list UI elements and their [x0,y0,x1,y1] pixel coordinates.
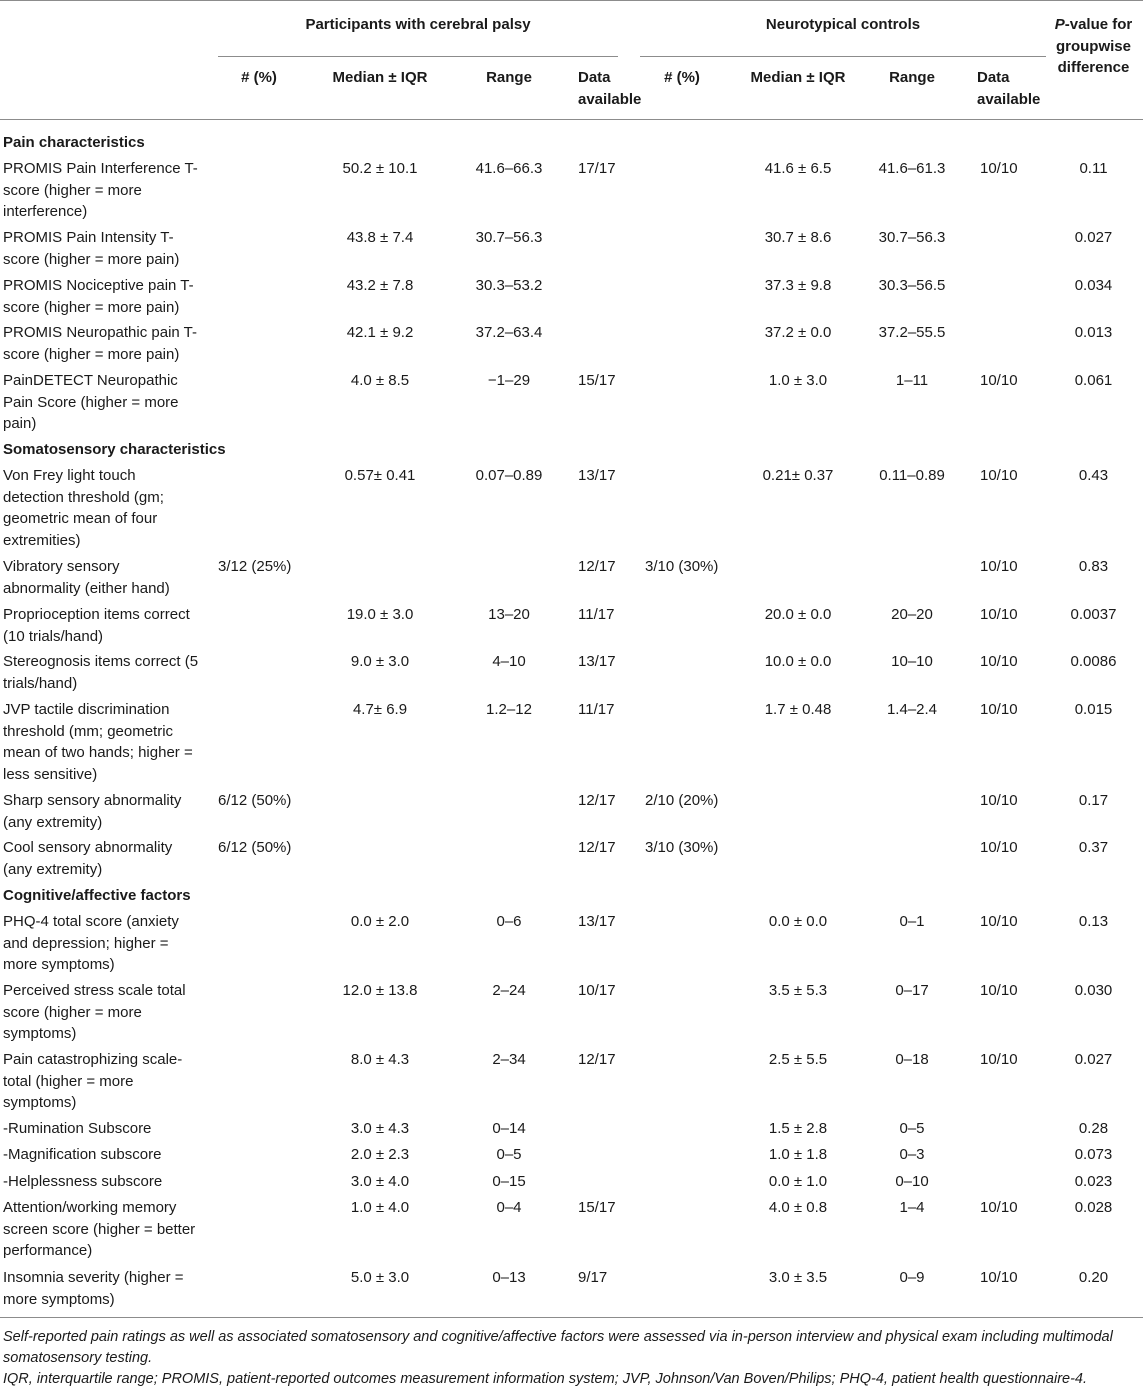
cell-cp-range: 0.07–0.89 [475,467,543,484]
cell-nt-median: 37.3 ± 9.8 [764,277,832,294]
cell-nt-median: 20.0 ± 0.0 [764,606,832,623]
pvalue-header-line: P-value for [1054,16,1133,33]
table-footnote: Self-reported pain ratings as well as associated somatosensory and cognitive/affective factors were assessed via in-person interview and physical exam including multimodal somatosensory testing. [3,1329,1113,1366]
cell-nt-median: 3.5 ± 5.3 [768,982,828,999]
cell-nt-data-available: 10/10 [980,839,1018,856]
cell-cp-range: 2–24 [492,982,526,999]
cell-nt-range: 20–20 [891,606,933,623]
cell-nt-data-available: 10/10 [980,1199,1018,1216]
cell-nt-data-available: 10/10 [980,913,1018,930]
section-heading: Somatosensory characteristics [3,441,226,458]
col-header-cp-data-available: Data available [578,69,642,108]
cell-nt-data-available: 10/10 [980,372,1018,389]
col-header-nt-median: Median ± IQR [750,69,846,86]
pvalue-header-line: groupwise [1055,37,1131,55]
table-bottom-rule [0,1317,1143,1318]
row-label: Von Frey light touch detection threshold (gm; geometric mean of four extremities) [3,467,164,549]
cell-p-value: 0.015 [1074,701,1113,718]
cell-nt-range: 41.6–61.3 [878,160,946,177]
cell-nt-median: 1.0 ± 3.0 [768,372,828,389]
cell-nt-median: 41.6 ± 6.5 [764,160,832,177]
cell-nt-range: 0–9 [899,1269,925,1286]
cell-cp-range: −1–29 [487,372,531,389]
cell-nt-count: 3/10 (30%) [645,839,719,856]
cell-cp-range: 13–20 [488,606,530,623]
cell-p-value: 0.13 [1078,913,1109,930]
cell-nt-range: 37.2–55.5 [878,324,946,341]
cell-p-value: 0.013 [1074,324,1113,341]
cell-nt-range: 0–18 [895,1051,929,1068]
row-label: Proprioception items correct (10 trials/hand) [3,606,190,645]
cell-p-value: 0.28 [1078,1120,1109,1137]
cell-cp-data-available: 11/17 [578,606,615,623]
row-label: PHQ-4 total score (anxiety and depression; higher = more symptoms) [3,913,179,973]
cell-cp-range: 4–10 [492,653,526,670]
cell-p-value: 0.83 [1078,558,1109,575]
cell-nt-median: 3.0 ± 3.5 [768,1269,828,1286]
cell-p-value: 0.11 [1079,160,1108,177]
row-label: Sharp sensory abnormality (any extremity) [3,792,182,831]
cell-p-value: 0.027 [1074,229,1113,246]
cell-cp-median: 0.57± 0.41 [344,467,416,484]
row-label: -Rumination Subscore [3,1120,152,1137]
cell-p-value: 0.027 [1074,1051,1113,1068]
cell-cp-median: 8.0 ± 4.3 [350,1051,410,1068]
cell-p-value: 0.034 [1074,277,1113,294]
cell-cp-range: 0–13 [492,1269,526,1286]
cell-cp-median: 4.7± 6.9 [352,701,408,718]
cell-nt-data-available: 10/10 [980,558,1018,575]
cell-cp-range: 37.2–63.4 [475,324,543,341]
cell-p-value: 0.028 [1074,1199,1113,1216]
cell-cp-range: 0–15 [492,1173,526,1190]
cell-nt-data-available: 10/10 [980,792,1018,809]
col-header-cp-range: Range [486,69,532,86]
cell-nt-range: 1–11 [895,372,929,389]
cell-nt-range: 0–10 [895,1173,929,1190]
cell-cp-range: 0–5 [496,1146,522,1163]
cell-cp-median: 4.0 ± 8.5 [350,372,410,389]
cell-nt-median: 10.0 ± 0.0 [764,653,832,670]
cell-cp-data-available: 12/17 [578,839,616,856]
row-label: PainDETECT Neuropathic Pain Score (higher = more pain) [3,372,179,432]
cell-nt-data-available: 10/10 [980,467,1018,484]
cell-p-value: 0.17 [1078,792,1109,809]
cell-nt-median: 0.0 ± 0.0 [768,913,828,930]
cell-cp-median: 0.0 ± 2.0 [350,913,410,930]
cell-nt-median: 2.5 ± 5.5 [768,1051,828,1068]
cell-cp-range: 1.2–12 [486,701,532,718]
cell-nt-median: 1.5 ± 2.8 [768,1120,828,1137]
row-label: PROMIS Nociceptive pain T-score (higher = more pain) [3,277,194,316]
cell-cp-data-available: 10/17 [578,982,616,999]
cell-cp-range: 30.3–53.2 [475,277,543,294]
col-header-nt-data-available: Data available [977,69,1041,108]
header-bottom-rule [0,119,1143,120]
cell-nt-range: 0–3 [899,1146,925,1163]
cell-cp-range: 0–4 [496,1199,522,1216]
row-label: -Magnification subscore [3,1146,162,1163]
cell-nt-range: 0–5 [899,1120,925,1137]
row-label: Pain catastrophizing scale-total (higher = more symptoms) [3,1051,183,1111]
cell-cp-range: 0–6 [496,913,522,930]
cell-cp-median: 3.0 ± 4.0 [350,1173,410,1190]
cell-cp-count: 3/12 (25%) [218,558,292,575]
cell-nt-count: 2/10 (20%) [645,792,719,809]
cell-cp-data-available: 13/17 [578,913,616,930]
cell-cp-median: 3.0 ± 4.3 [350,1120,410,1137]
cell-p-value: 0.030 [1074,982,1113,999]
cell-cp-median: 9.0 ± 3.0 [350,653,410,670]
cell-nt-median: 30.7 ± 8.6 [764,229,832,246]
cell-nt-data-available: 10/10 [980,1269,1018,1286]
cell-nt-range: 0–17 [895,982,929,999]
cell-cp-data-available: 9/17 [578,1269,608,1286]
cell-nt-range: 10–10 [891,653,933,670]
cell-nt-median: 0.0 ± 1.0 [768,1173,828,1190]
row-label: Insomnia severity (higher = more symptoms) [3,1269,184,1308]
cell-cp-median: 43.2 ± 7.8 [346,277,414,294]
cell-cp-data-available: 12/17 [578,792,616,809]
cell-p-value: 0.20 [1078,1269,1109,1286]
group-underline-cerebral-palsy [218,56,618,57]
group-header-cerebral-palsy: Participants with cerebral palsy [305,16,531,33]
cell-nt-range: 0.11–0.89 [879,467,945,484]
table-abbreviations: IQR, interquartile range; PROMIS, patient-reported outcomes measurement information system; JVP, Johnson/Van Boven/Philips; PHQ-4, patient health questionnaire-4. [3,1371,1088,1387]
cell-nt-median: 0.21± 0.37 [762,467,834,484]
cell-p-value: 0.023 [1074,1173,1113,1190]
cell-nt-range: 1–4 [899,1199,925,1216]
cell-nt-count: 3/10 (30%) [645,558,719,575]
group-underline-neurotypical-controls [640,56,1046,57]
cell-nt-range: 0–1 [899,913,925,930]
section-heading: Cognitive/affective factors [3,887,191,904]
cell-cp-data-available: 13/17 [578,467,616,484]
cell-p-value: 0.073 [1074,1146,1113,1163]
cell-nt-range: 1.4–2.4 [886,701,938,718]
cell-p-value: 0.0037 [1070,606,1117,623]
cell-nt-range: 30.7–56.3 [878,229,946,246]
cell-cp-median: 42.1 ± 9.2 [346,324,414,341]
col-header-cp-median: Median ± IQR [332,69,428,86]
row-label: -Helplessness subscore [3,1173,163,1190]
cell-cp-data-available: 17/17 [578,160,616,177]
row-label: Perceived stress scale total score (higher = more symptoms) [3,982,186,1042]
cell-nt-data-available: 10/10 [980,701,1018,718]
row-label: JVP tactile discrimination threshold (mm; geometric mean of two hands; higher = less sensitive) [3,701,193,783]
cell-cp-range: 30.7–56.3 [475,229,543,246]
table-top-rule [0,0,1143,1]
cell-cp-median: 5.0 ± 3.0 [350,1269,410,1286]
row-label: Stereognosis items correct (5 trials/hand) [3,653,199,692]
cell-cp-data-available: 15/17 [578,1199,616,1216]
cell-cp-data-available: 12/17 [578,1051,616,1068]
cell-cp-median: 50.2 ± 10.1 [342,160,418,177]
cell-cp-median: 1.0 ± 4.0 [350,1199,410,1216]
row-label: Cool sensory abnormality (any extremity) [3,839,173,878]
col-header-cp-count: # (%) [241,69,277,86]
cell-cp-range: 0–14 [492,1120,526,1137]
row-label: Attention/working memory screen score (higher = better performance) [3,1199,196,1259]
cell-cp-median: 12.0 ± 13.8 [342,982,418,999]
cell-cp-median: 2.0 ± 2.3 [350,1146,410,1163]
row-label: PROMIS Neuropathic pain T-score (higher = more pain) [3,324,197,363]
row-label: PROMIS Pain Intensity T-score (higher = more pain) [3,229,180,268]
cell-nt-median: 1.0 ± 1.8 [768,1146,828,1163]
cell-nt-data-available: 10/10 [980,653,1018,670]
cell-nt-data-available: 10/10 [980,606,1018,623]
cell-p-value: 0.37 [1078,839,1109,856]
cell-cp-median: 43.8 ± 7.4 [346,229,414,246]
group-header-neurotypical-controls: Neurotypical controls [765,16,921,33]
cell-nt-data-available: 10/10 [980,982,1018,999]
row-label: PROMIS Pain Interference T-score (higher = more interference) [3,160,198,220]
pvalue-header-line: difference [1057,59,1130,76]
cell-nt-data-available: 10/10 [980,1051,1018,1068]
cell-cp-data-available: 11/17 [578,701,615,718]
cell-cp-count: 6/12 (50%) [218,792,292,809]
cell-nt-data-available: 10/10 [980,160,1018,177]
cell-cp-data-available: 13/17 [578,653,616,670]
cell-cp-count: 6/12 (50%) [218,839,292,856]
row-label: Vibratory sensory abnormality (either hand) [3,558,170,597]
cell-nt-range: 30.3–56.5 [878,277,946,294]
col-header-nt-range: Range [889,69,935,86]
cell-nt-median: 37.2 ± 0.0 [764,324,832,341]
cell-p-value: 0.0086 [1070,653,1117,670]
cell-cp-median: 19.0 ± 3.0 [346,606,414,623]
cell-cp-data-available: 12/17 [578,558,616,575]
cell-cp-range: 2–34 [492,1051,526,1068]
cell-p-value: 0.43 [1078,467,1109,484]
cell-nt-median: 4.0 ± 0.8 [768,1199,828,1216]
cell-nt-median: 1.7 ± 0.48 [764,701,832,718]
col-header-nt-count: # (%) [664,69,700,86]
cell-cp-data-available: 15/17 [578,372,616,389]
section-heading: Pain characteristics [3,134,145,151]
cell-cp-range: 41.6–66.3 [475,160,543,177]
cell-p-value: 0.061 [1074,372,1113,389]
pvalue-header [1046,14,1141,79]
